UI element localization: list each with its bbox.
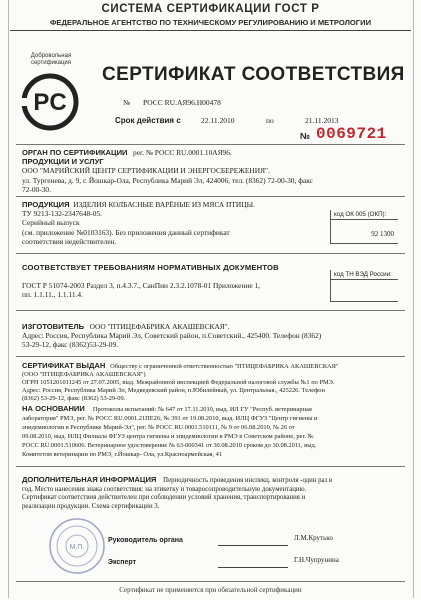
requirements-section — [22, 281, 322, 299]
organ-line-3: 72-00-30. — [22, 184, 51, 194]
organ-reg: рег. № РОСС RU.0001.10АЯ96. — [133, 148, 232, 157]
product-name: ИЗДЕЛИЯ КОЛБАСНЫЕ ВАРЁНЫЕ ИЗ МЯСА ПТИЦЫ. — [73, 200, 255, 209]
requirements-line-2: пп. 1.1.11., 1.1.11.4. — [22, 290, 83, 300]
manufacturer-section — [22, 322, 407, 350]
tnved-label: код ТН ВЭД России: — [331, 270, 398, 280]
head-label: Руководитель органа — [108, 537, 183, 544]
basis-line-3: эпидемиологии в Республике Марий-Эл", рег. № РОСС RU.0001.510111, № 9 от 06.08.2010, № 26 от — [22, 424, 295, 431]
logo-mark-text: PC — [33, 89, 67, 116]
expert-label: Эксперт — [108, 559, 137, 566]
footer-note: Сертификат не применяется при обязательной сертификации — [119, 586, 302, 594]
okp-label: код ОК 005 (ОКП): — [331, 210, 398, 220]
agency-title: ФЕДЕРАЛЬНОЕ АГЕНТСТВО ПО ТЕХНИЧЕСКОМУ РЕГУЛИРОВАНИЮ И МЕТРОЛОГИИ — [10, 18, 411, 31]
product-line-4: (см. приложение №0103163). Без приложения данный сертификат — [22, 227, 230, 237]
logo-caption-bottom: сертификация — [30, 60, 72, 66]
organ-label: ОРГАН ПО СЕРТИФИКАЦИИ — [22, 148, 128, 157]
pc-mark-icon — [19, 68, 81, 136]
basis-line-5: РОСС RU.0001.510606. Ветеринарное удостоверение № 63-000341 от 30.08.2010 сроком до 30.08.2011, выд. — [22, 442, 317, 449]
product-line-3: Серийный выпуск — [22, 218, 80, 228]
basis-line-4: 09.08.2010, выд. ИЛЦ Филиала ФГУЗ центра гигиены и эпидемиологии в РМЭ в Советском районе, рег. № — [22, 433, 314, 440]
divider — [16, 466, 405, 467]
valid-to-label: по — [266, 116, 274, 125]
tnved-code-box — [330, 270, 398, 302]
valid-to: 21.11.2013 — [305, 116, 339, 125]
manufacturer-line-2: Адрес: Россия, Республика Марий Эл, Советский район, п.Советский., 425400. Телефон (8362) — [22, 331, 322, 341]
divider — [16, 310, 405, 311]
additional-section — [22, 476, 412, 511]
issued-line-5: (8362) 53-29-12, факс (8362) 53-29-09. — [22, 395, 126, 402]
okp-code-box — [330, 210, 398, 244]
basis-section — [22, 404, 414, 459]
issued-line-3: ОГРН 1051201011245 от 27.07.2005, выд. Межрайонной инспекцией Федеральной налоговой службы №1 по РМЭ. — [22, 379, 335, 386]
product-line-2: ТУ 9213-132-2347648-05. — [22, 209, 102, 219]
serial-label: № — [300, 131, 311, 141]
additional-label: ДОПОЛНИТЕЛЬНАЯ ИНФОРМАЦИЯ — [22, 475, 157, 484]
manufacturer-line-3: 53-29-12, факс (8362)53-29-09. — [22, 340, 119, 350]
organ-line-1: ООО "МАРИЙСКИЙ ЦЕНТР СЕРТИФИКАЦИИ И ЭНЕРГОСБЕРЕЖЕНИЯ". — [22, 166, 270, 176]
organ-label-2: ПРОДУКЦИИ И УСЛУГ — [22, 157, 104, 167]
issued-section — [22, 362, 412, 403]
divider — [16, 144, 405, 145]
additional-line-1: Периодичность проведения инспекц. контроля -один раз в — [163, 477, 333, 484]
divider — [16, 581, 405, 582]
basis-line-1: Протоколы испытаний: № 647 от 17.11.2010, выд. ИЛ ГУ "Респуб. ветеринарная — [92, 406, 312, 413]
serial-number: 0069721 — [316, 125, 387, 143]
additional-line-2: год. Место нанесения знака соответствия: на этикетку и товаросопроводительную документацию. — [22, 485, 307, 493]
expert-signature-line — [218, 567, 288, 568]
organ-line-2: ул. Тургенева, д. 9, г. Йошкар-Ола, Республика Марий Эл, 424006, тел. (8362) 72-00-30, факс — [22, 175, 313, 185]
okp-value: 92 1300 — [371, 230, 394, 238]
stamp-text: М.П. — [69, 544, 85, 551]
divider — [16, 356, 405, 357]
issued-line-2: (ООО "ПТИЦЕФАБРИКА АКАШЕВСКАЯ") — [22, 371, 146, 378]
issued-label: СЕРТИФИКАТ ВЫДАН — [22, 361, 106, 370]
issued-line-1: Обществу с ограниченной ответственностью "ПТИЦЕФАБРИКА АКАШЕВСКАЯ" — [110, 363, 339, 370]
basis-line-2: лаборатория" РМЭ, рег. № РОСС RU.0001.21ПЕ26; № 391 от 19.08.2010, выд. ИЛЦ ФГУЗ "Центр гигиены и — [22, 415, 318, 422]
validity-label: Срок действия с — [115, 116, 181, 125]
divider — [16, 253, 405, 254]
additional-line-4: реализации продукции. Схема сертификации 3. — [22, 502, 160, 510]
requirements-line-1: ГОСТ Р 51074-2003 Раздел 3, п.4.3.7., СанПин 2.3.2.1078-01 Приложение 1, — [22, 281, 261, 290]
head-name: Л.М.Крутько — [294, 534, 333, 542]
number-label: № — [123, 98, 131, 107]
product-section — [22, 200, 312, 246]
requirements-title: СООТВЕТСТВУЕТ ТРЕБОВАНИЯМ НОРМАТИВНЫХ ДОКУМЕНТОВ — [22, 263, 279, 272]
issued-line-4: Адрес: Россия, Республика Марий Эл, Медведевский район, п.Юбилейный, ул. Центральная., 425226. Телефон — [22, 387, 325, 394]
basis-label: НА ОСНОВАНИИ — [22, 404, 85, 413]
head-signature-line — [218, 545, 288, 546]
valid-from: 22.11.2010 — [201, 116, 235, 125]
manufacturer-label: ИЗГОТОВИТЕЛЬ — [22, 322, 85, 331]
manufacturer-name: ООО "ПТИЦЕФАБРИКА АКАШЕВСКАЯ". — [89, 322, 230, 331]
additional-line-3: Сертификат соответствия действителен при соблюдении условий хранения, транспортирования и — [22, 494, 306, 502]
organ-section — [22, 148, 313, 194]
certificate-number: РОСС RU.АЯ96.Н00478 — [143, 98, 221, 107]
certificate-title: СЕРТИФИКАТ СООТВЕТСТВИЯ — [102, 64, 405, 85]
expert-name: Г.Н.Чупрунина — [294, 556, 339, 564]
basis-line-6: Комитетом ветеринарии по РМЭ, г.Йошкар- Ола, ул.Красноармейская, 41 — [22, 451, 223, 458]
seal-icon — [47, 516, 107, 576]
system-title: СИСТЕМА СЕРТИФИКАЦИИ ГОСТ Р — [101, 3, 320, 15]
divider — [16, 196, 405, 197]
logo-caption-top: Добровольная — [30, 53, 72, 59]
product-label: ПРОДУКЦИЯ — [22, 200, 70, 209]
product-line-5: соответствия недействителен. — [22, 236, 117, 246]
